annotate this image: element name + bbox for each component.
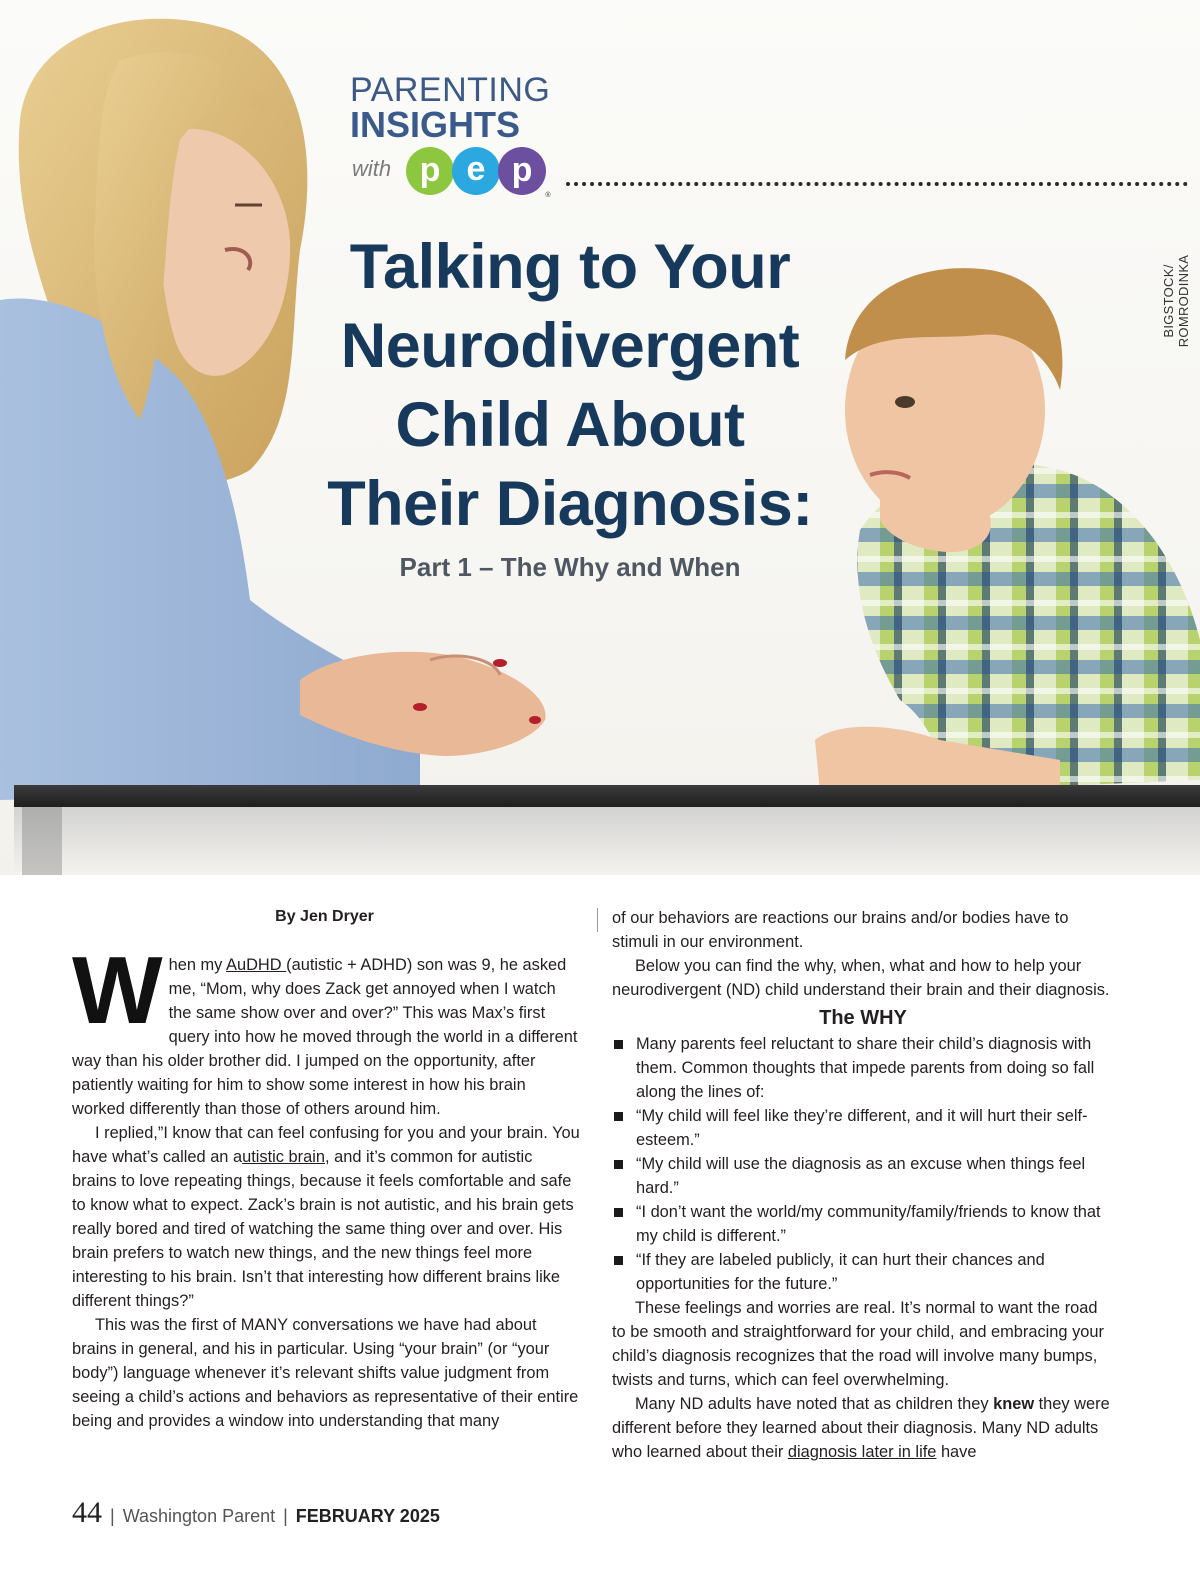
svg-text:®: ®	[545, 192, 551, 199]
autistic-brain-link[interactable]: utistic brain	[242, 1148, 325, 1166]
left-column	[72, 937, 580, 1433]
paragraph-feelings: These feelings and worries are real. It’s normal to want the road to be smooth and straightforward for your child, and embracing your child’s diagnosis recognizes that the road will involve many bumps, twists and turns, which can feel overwhelming.	[612, 1299, 1104, 1389]
diagnosis-later-link[interactable]: diagnosis later in life	[787, 1443, 937, 1461]
svg-text:e: e	[466, 150, 486, 188]
page-footer	[72, 1496, 440, 1536]
bullet-square-icon	[614, 1112, 623, 1121]
bullet-square-icon	[614, 1160, 623, 1169]
bullet-list	[612, 1032, 1114, 1296]
list-item: Many parents feel reluctant to share their child’s diagnosis with them. Common thoughts that impede parents from doing so fall along the lines of:	[612, 1032, 1114, 1104]
title-line-2: Neurodivergent	[340, 311, 800, 381]
bullet-square-icon	[614, 1256, 623, 1265]
continued-paragraph: of our behaviors are reactions our brains and/or bodies have to stimuli in our environment.	[612, 909, 1069, 951]
list-item: “My child will use the diagnosis as an excuse when things feel hard.”	[612, 1152, 1114, 1200]
svg-text:p: p	[511, 151, 533, 189]
footer-separator: |	[110, 1506, 115, 1526]
column-divider	[597, 908, 598, 932]
byline: By Jen Dryer	[275, 908, 374, 925]
paragraph-3: This was the first of MANY conversations we have had about brains in general, and his in particular. Using “your brain” (or “your body”) language whenever it’s relevant shifts value judgment from seeing a child’s actions and behaviors as representative of their entire being and provides a window into understanding that many	[72, 1316, 579, 1430]
audhd-link[interactable]: AuDHD	[226, 956, 287, 974]
photo-credit: BIGSTOCK/ ROMRODINKA	[1161, 254, 1191, 348]
dotted-rule	[566, 182, 1188, 186]
page-number: 44	[72, 1496, 102, 1529]
drop-cap: W	[72, 937, 163, 1044]
title-line-4: Their Diagnosis:	[327, 469, 813, 539]
pep-logo-icon	[404, 143, 552, 199]
logo-with: with	[352, 156, 392, 181]
title-line-1: Talking to Your	[349, 232, 791, 302]
paragraph-2: I replied,”I know that can feel confusing for you and your brain. You have what’s called an autistic brain, and it’s common for autistic brains to love repeating things, because it feels comfortable and safe to know what to expect. Zack’s brain is not autistic, and his brain gets really bored and tired of watching the same thing over and over. His brain prefers to watch new things, and the new things feel more interesting to his brain. Isn’t that interesting how different brains like different things?”	[72, 1124, 580, 1310]
list-item: “I don’t want the world/my community/family/friends to know that my child is different.”	[612, 1200, 1114, 1248]
logo-insights: INSIGHTS	[350, 104, 521, 145]
list-item: “My child will feel like they’re different, and it will hurt their self-esteem.”	[612, 1104, 1114, 1152]
article-subtitle: Part 1 – The Why and When	[399, 552, 741, 582]
svg-text:p: p	[419, 151, 441, 189]
title-line-3: Child About	[395, 390, 745, 460]
paragraph-why-when: Below you can find the why, when, what and how to help your neurodivergent (ND) child understand their brain and their diagnosis.	[612, 957, 1110, 999]
issue-date: FEBRUARY 2025	[295, 1506, 440, 1526]
bullet-square-icon	[614, 1208, 623, 1217]
footer-separator: |	[283, 1506, 288, 1526]
logo-parenting: PARENTING	[350, 71, 551, 109]
right-column	[612, 906, 1114, 1464]
bullet-square-icon	[614, 1040, 623, 1049]
section-heading-why: The WHY	[819, 1007, 907, 1029]
publication-name: Washington Parent	[122, 1506, 276, 1526]
paragraph-nd-adults: Many ND adults have noted that as children they knew they were different before they learned about their diagnosis. Many ND adults who learned about their diagnosis later in life have	[612, 1395, 1110, 1461]
intro-paragraph: When my AuDHD (autistic + ADHD) son was 9, he asked me, “Mom, why does Zack get annoyed when I watch the same show over and over?” This was Max’s first query into how he moved through the world in a different way than his older brother did. I jumped on the opportunity, after patiently waiting for him to show some interest in how his brain worked differently than those of others around him.	[72, 937, 578, 1118]
list-item: “If they are labeled publicly, it can hurt their chances and opportunities for the future.”	[612, 1248, 1114, 1296]
article-title	[310, 228, 830, 544]
